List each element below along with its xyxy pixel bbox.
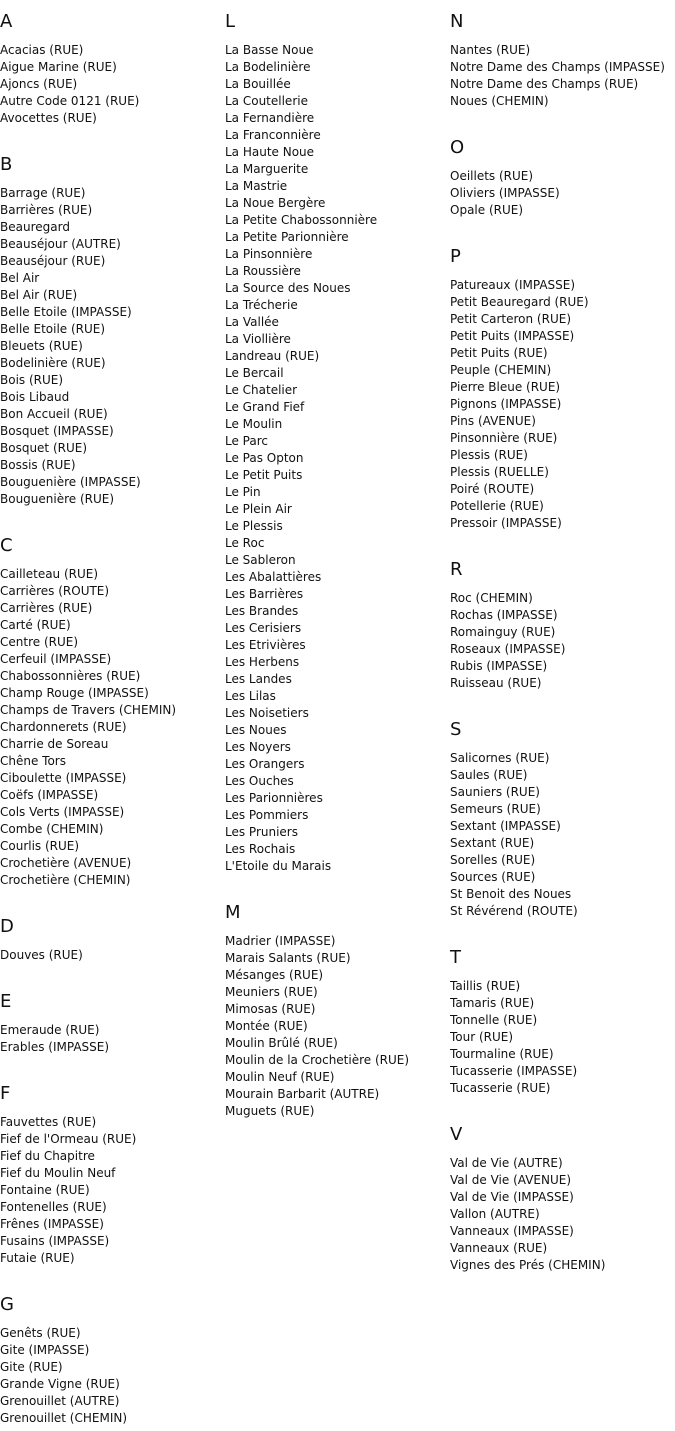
street-list xyxy=(225,32,449,875)
section-letter-heading: G xyxy=(0,1294,14,1315)
letter-section xyxy=(225,875,449,1120)
street-name: Ciboulette (IMPASSE) xyxy=(0,771,127,785)
street-name: Le Plein Air xyxy=(225,502,292,516)
street-name: Sextant (IMPASSE) xyxy=(450,819,561,833)
letter-section xyxy=(450,110,674,219)
street-name: Crochetière (AVENUE) xyxy=(0,856,132,870)
street-name: Rubis (IMPASSE) xyxy=(450,659,548,673)
street-name: Poiré (ROUTE) xyxy=(450,482,535,496)
street-name: Vanneaux (RUE) xyxy=(450,1241,548,1255)
street-name: Petit Puits (RUE) xyxy=(450,346,548,360)
street-name: Tonnelle (RUE) xyxy=(450,1013,538,1027)
street-name: Chabossonnières (RUE) xyxy=(0,669,141,683)
street-name: Barrières (RUE) xyxy=(0,203,93,217)
street-name: Mimosas (RUE) xyxy=(225,1002,316,1016)
street-name: Roc (CHEMIN) xyxy=(450,591,533,605)
street-name: Le Chatelier xyxy=(225,383,298,397)
street-name: Les Noisetiers xyxy=(225,706,309,720)
letter-section xyxy=(225,0,449,875)
letter-section xyxy=(450,692,674,920)
street-name: Le Roc xyxy=(225,536,265,550)
letter-section xyxy=(0,1056,224,1267)
section-letter-heading: S xyxy=(450,719,462,740)
street-list xyxy=(0,937,224,964)
street-name: Bleuets (RUE) xyxy=(0,339,83,353)
street-name: Romainguy (RUE) xyxy=(450,625,556,639)
street-name: Marais Salants (RUE) xyxy=(225,951,351,965)
street-name: Champs de Travers (CHEMIN) xyxy=(0,703,177,717)
section-letter-heading: F xyxy=(0,1083,11,1104)
street-name: Opale (RUE) xyxy=(450,203,524,217)
street-name: Bouguenière (RUE) xyxy=(0,492,115,506)
street-name: La Marguerite xyxy=(225,162,309,176)
street-name: Bon Accueil (RUE) xyxy=(0,407,108,421)
street-name: Vignes des Prés (CHEMIN) xyxy=(450,1258,606,1272)
street-name: Tucasserie (RUE) xyxy=(450,1081,551,1095)
street-name: Grenouillet (CHEMIN) xyxy=(0,1411,128,1425)
street-name: Grande Vigne (RUE) xyxy=(0,1377,120,1391)
street-name: Douves (RUE) xyxy=(0,948,83,962)
street-name: Les Noyers xyxy=(225,740,291,754)
street-name: Fief de l'Ormeau (RUE) xyxy=(0,1132,137,1146)
street-name: La Noue Bergère xyxy=(225,196,326,210)
street-name: Sauniers (RUE) xyxy=(450,785,540,799)
street-name: Val de Vie (AUTRE) xyxy=(450,1156,563,1170)
street-list xyxy=(0,175,224,508)
street-name: Plessis (RUE) xyxy=(450,448,528,462)
street-name: Combe (CHEMIN) xyxy=(0,822,104,836)
street-name: La Trécherie xyxy=(225,298,298,312)
street-name: Les Brandes xyxy=(225,604,299,618)
letter-section xyxy=(0,889,224,964)
street-name: Notre Dame des Champs (RUE) xyxy=(450,77,639,91)
section-letter-heading: A xyxy=(0,11,13,32)
street-list xyxy=(450,267,674,532)
street-name: La Haute Noue xyxy=(225,145,315,159)
section-letter-heading: O xyxy=(450,137,465,158)
street-name: Les Ouches xyxy=(225,774,294,788)
street-name: La Basse Noue xyxy=(225,43,314,57)
street-name: Le Pas Opton xyxy=(225,451,304,465)
street-list xyxy=(0,32,224,127)
street-name: Landreau (RUE) xyxy=(225,349,320,363)
street-name: Fauvettes (RUE) xyxy=(0,1115,97,1129)
letter-section xyxy=(450,532,674,692)
street-name: Pierre Bleue (RUE) xyxy=(450,380,561,394)
street-name: Avocettes (RUE) xyxy=(0,111,97,125)
street-name: Patureaux (IMPASSE) xyxy=(450,278,576,292)
street-name: Sources (RUE) xyxy=(450,870,536,884)
street-name: Meuniers (RUE) xyxy=(225,985,318,999)
street-name: Semeurs (RUE) xyxy=(450,802,541,816)
street-name: Les Barrières xyxy=(225,587,304,601)
street-name: Le Plessis xyxy=(225,519,283,533)
letter-section xyxy=(0,127,224,508)
street-name: Les Parionnières xyxy=(225,791,323,805)
street-name: Tucasserie (IMPASSE) xyxy=(450,1064,578,1078)
street-name: Fusains (IMPASSE) xyxy=(0,1234,110,1248)
street-name: Taillis (RUE) xyxy=(450,979,521,993)
section-letter-heading: E xyxy=(0,991,12,1012)
street-name: Tamaris (RUE) xyxy=(450,996,535,1010)
street-list xyxy=(0,1012,224,1056)
street-name: Futaie (RUE) xyxy=(0,1251,75,1265)
street-name: Les Noues xyxy=(225,723,287,737)
street-name: Les Orangers xyxy=(225,757,305,771)
street-name: La Coutellerie xyxy=(225,94,308,108)
street-name: Carté (RUE) xyxy=(0,618,71,632)
street-name: Vallon (AUTRE) xyxy=(450,1207,540,1221)
street-name: La Roussière xyxy=(225,264,301,278)
street-name: Montée (RUE) xyxy=(225,1019,308,1033)
street-name: La Petite Parionnière xyxy=(225,230,349,244)
letter-section xyxy=(0,964,224,1056)
street-index-column-2 xyxy=(225,0,449,1120)
street-name: Gite (IMPASSE) xyxy=(0,1343,90,1357)
street-name: Fief du Moulin Neuf xyxy=(0,1166,116,1180)
street-name: Carrières (RUE) xyxy=(0,601,93,615)
street-name: Bossis (RUE) xyxy=(0,458,76,472)
street-name: La Vallée xyxy=(225,315,279,329)
street-name: St Benoit des Noues xyxy=(450,887,572,901)
street-name: Le Pin xyxy=(225,485,261,499)
street-name: Mourain Barbarit (AUTRE) xyxy=(225,1087,380,1101)
street-name: Bosquet (RUE) xyxy=(0,441,88,455)
street-name: Nantes (RUE) xyxy=(450,43,531,57)
street-name: Le Grand Fief xyxy=(225,400,305,414)
street-list xyxy=(450,158,674,219)
street-name: Grenouillet (AUTRE) xyxy=(0,1394,120,1408)
street-name: St Révérend (ROUTE) xyxy=(450,904,578,918)
street-name: La Petite Chabossonnière xyxy=(225,213,378,227)
street-name: Beauséjour (AUTRE) xyxy=(0,237,121,251)
street-name: Sorelles (RUE) xyxy=(450,853,536,867)
street-name: Barrage (RUE) xyxy=(0,186,86,200)
letter-section xyxy=(0,0,224,127)
street-name: Bois (RUE) xyxy=(0,373,64,387)
section-letter-heading: R xyxy=(450,559,463,580)
street-name: Gite (RUE) xyxy=(0,1360,63,1374)
street-name: La Franconnière xyxy=(225,128,321,142)
street-name: Moulin Neuf (RUE) xyxy=(225,1070,335,1084)
section-letter-heading: C xyxy=(0,535,13,556)
street-name: Le Parc xyxy=(225,434,268,448)
street-name: Oeillets (RUE) xyxy=(450,169,534,183)
street-name: Emeraude (RUE) xyxy=(0,1023,100,1037)
street-name: Les Etrivières xyxy=(225,638,306,652)
section-letter-heading: M xyxy=(225,902,241,923)
street-name: Bouguenière (IMPASSE) xyxy=(0,475,141,489)
street-name: Bodelinière (RUE) xyxy=(0,356,106,370)
street-name: Saules (RUE) xyxy=(450,768,528,782)
street-name: Bois Libaud xyxy=(0,390,70,404)
street-name: Sextant (RUE) xyxy=(450,836,535,850)
street-name: Acacias (RUE) xyxy=(0,43,84,57)
street-name: La Bodelinière xyxy=(225,60,311,74)
letter-section xyxy=(0,508,224,889)
street-name: Tourmaline (RUE) xyxy=(450,1047,554,1061)
street-name: Le Sableron xyxy=(225,553,296,567)
street-name: Frênes (IMPASSE) xyxy=(0,1217,104,1231)
street-name: Beauregard xyxy=(0,220,70,234)
street-name: Bel Air xyxy=(0,271,40,285)
street-name: Madrier (IMPASSE) xyxy=(225,934,336,948)
street-name: Cailleteau (RUE) xyxy=(0,567,99,581)
street-name: Ajoncs (RUE) xyxy=(0,77,78,91)
street-name: Champ Rouge (IMPASSE) xyxy=(0,686,149,700)
street-name: Centre (RUE) xyxy=(0,635,79,649)
street-name: Val de Vie (IMPASSE) xyxy=(450,1190,574,1204)
street-name: Petit Puits (IMPASSE) xyxy=(450,329,575,343)
letter-section xyxy=(450,0,674,110)
street-name: Beauséjour (RUE) xyxy=(0,254,106,268)
street-name: Plessis (RUELLE) xyxy=(450,465,549,479)
section-letter-heading: B xyxy=(0,154,13,175)
street-name: Les Pommiers xyxy=(225,808,309,822)
street-name: Petit Beauregard (RUE) xyxy=(450,295,589,309)
street-name: Le Bercail xyxy=(225,366,284,380)
street-name: Crochetière (CHEMIN) xyxy=(0,873,131,887)
section-letter-heading: T xyxy=(450,947,461,968)
letter-section xyxy=(0,1267,224,1427)
street-list xyxy=(0,1104,224,1267)
street-name: Notre Dame des Champs (IMPASSE) xyxy=(450,60,665,74)
street-list xyxy=(450,580,674,692)
street-name: Belle Etoile (RUE) xyxy=(0,322,106,336)
street-name: Les Pruniers xyxy=(225,825,298,839)
street-list xyxy=(450,32,674,110)
street-name: Fief du Chapitre xyxy=(0,1149,95,1163)
street-name: Autre Code 0121 (RUE) xyxy=(0,94,140,108)
street-name: Carrières (ROUTE) xyxy=(0,584,110,598)
section-letter-heading: N xyxy=(450,11,464,32)
street-name: Cerfeuil (IMPASSE) xyxy=(0,652,112,666)
street-name: La Viollière xyxy=(225,332,291,346)
street-name: Le Moulin xyxy=(225,417,283,431)
street-name: Pinsonnière (RUE) xyxy=(450,431,558,445)
street-name: La Mastrie xyxy=(225,179,288,193)
letter-section xyxy=(450,1097,674,1274)
street-name: Moulin Brûlé (RUE) xyxy=(225,1036,338,1050)
street-name: Oliviers (IMPASSE) xyxy=(450,186,560,200)
street-name: Les Cerisiers xyxy=(225,621,302,635)
street-name: Chardonnerets (RUE) xyxy=(0,720,127,734)
street-name: Rochas (IMPASSE) xyxy=(450,608,558,622)
street-name: Aigue Marine (RUE) xyxy=(0,60,117,74)
street-name: Mésanges (RUE) xyxy=(225,968,324,982)
street-name: Chêne Tors xyxy=(0,754,66,768)
street-name: Salicornes (RUE) xyxy=(450,751,550,765)
street-name: Vanneaux (IMPASSE) xyxy=(450,1224,574,1238)
section-letter-heading: V xyxy=(450,1124,463,1145)
street-name: Pressoir (IMPASSE) xyxy=(450,516,562,530)
street-name: Roseaux (IMPASSE) xyxy=(450,642,566,656)
street-name: Tour (RUE) xyxy=(450,1030,514,1044)
street-name: Ruisseau (RUE) xyxy=(450,676,542,690)
street-name: Les Herbens xyxy=(225,655,300,669)
street-list xyxy=(225,923,449,1120)
street-name: La Source des Noues xyxy=(225,281,351,295)
street-name: Les Abalattières xyxy=(225,570,322,584)
street-name: Le Petit Puits xyxy=(225,468,303,482)
street-name: Genêts (RUE) xyxy=(0,1326,81,1340)
street-name: Moulin de la Crochetière (RUE) xyxy=(225,1053,410,1067)
street-name: Courlis (RUE) xyxy=(0,839,80,853)
street-name: Les Landes xyxy=(225,672,292,686)
street-name: Noues (CHEMIN) xyxy=(450,94,549,108)
street-name: Bel Air (RUE) xyxy=(0,288,78,302)
street-list xyxy=(0,1315,224,1427)
street-list xyxy=(450,1145,674,1274)
street-name: Cols Verts (IMPASSE) xyxy=(0,805,125,819)
street-name: La Bouillée xyxy=(225,77,291,91)
letter-section xyxy=(450,219,674,532)
street-name: Coëfs (IMPASSE) xyxy=(0,788,99,802)
street-name: Petit Carteron (RUE) xyxy=(450,312,572,326)
street-name: Fontenelles (RUE) xyxy=(0,1200,107,1214)
section-letter-heading: L xyxy=(225,11,236,32)
street-name: Fontaine (RUE) xyxy=(0,1183,90,1197)
street-list xyxy=(450,968,674,1097)
street-list xyxy=(0,556,224,889)
letter-section xyxy=(450,920,674,1097)
street-list xyxy=(450,740,674,920)
section-letter-heading: P xyxy=(450,246,461,267)
street-name: Pignons (IMPASSE) xyxy=(450,397,562,411)
street-name: Erables (IMPASSE) xyxy=(0,1040,110,1054)
street-name: La Fernandière xyxy=(225,111,315,125)
street-name: Pins (AVENUE) xyxy=(450,414,536,428)
street-name: Les Lilas xyxy=(225,689,276,703)
street-name: Val de Vie (AVENUE) xyxy=(450,1173,572,1187)
street-name: Charrie de Soreau xyxy=(0,737,109,751)
street-name: Belle Etoile (IMPASSE) xyxy=(0,305,132,319)
street-index-column-1 xyxy=(0,0,224,1427)
street-name: Potellerie (RUE) xyxy=(450,499,544,513)
street-index-column-3 xyxy=(450,0,674,1274)
street-name: La Pinsonnière xyxy=(225,247,313,261)
street-name: L'Etoile du Marais xyxy=(225,859,332,873)
street-name: Les Rochais xyxy=(225,842,296,856)
section-letter-heading: D xyxy=(0,916,14,937)
street-name: Bosquet (IMPASSE) xyxy=(0,424,114,438)
street-name: Muguets (RUE) xyxy=(225,1104,315,1118)
street-name: Peuple (CHEMIN) xyxy=(450,363,552,377)
